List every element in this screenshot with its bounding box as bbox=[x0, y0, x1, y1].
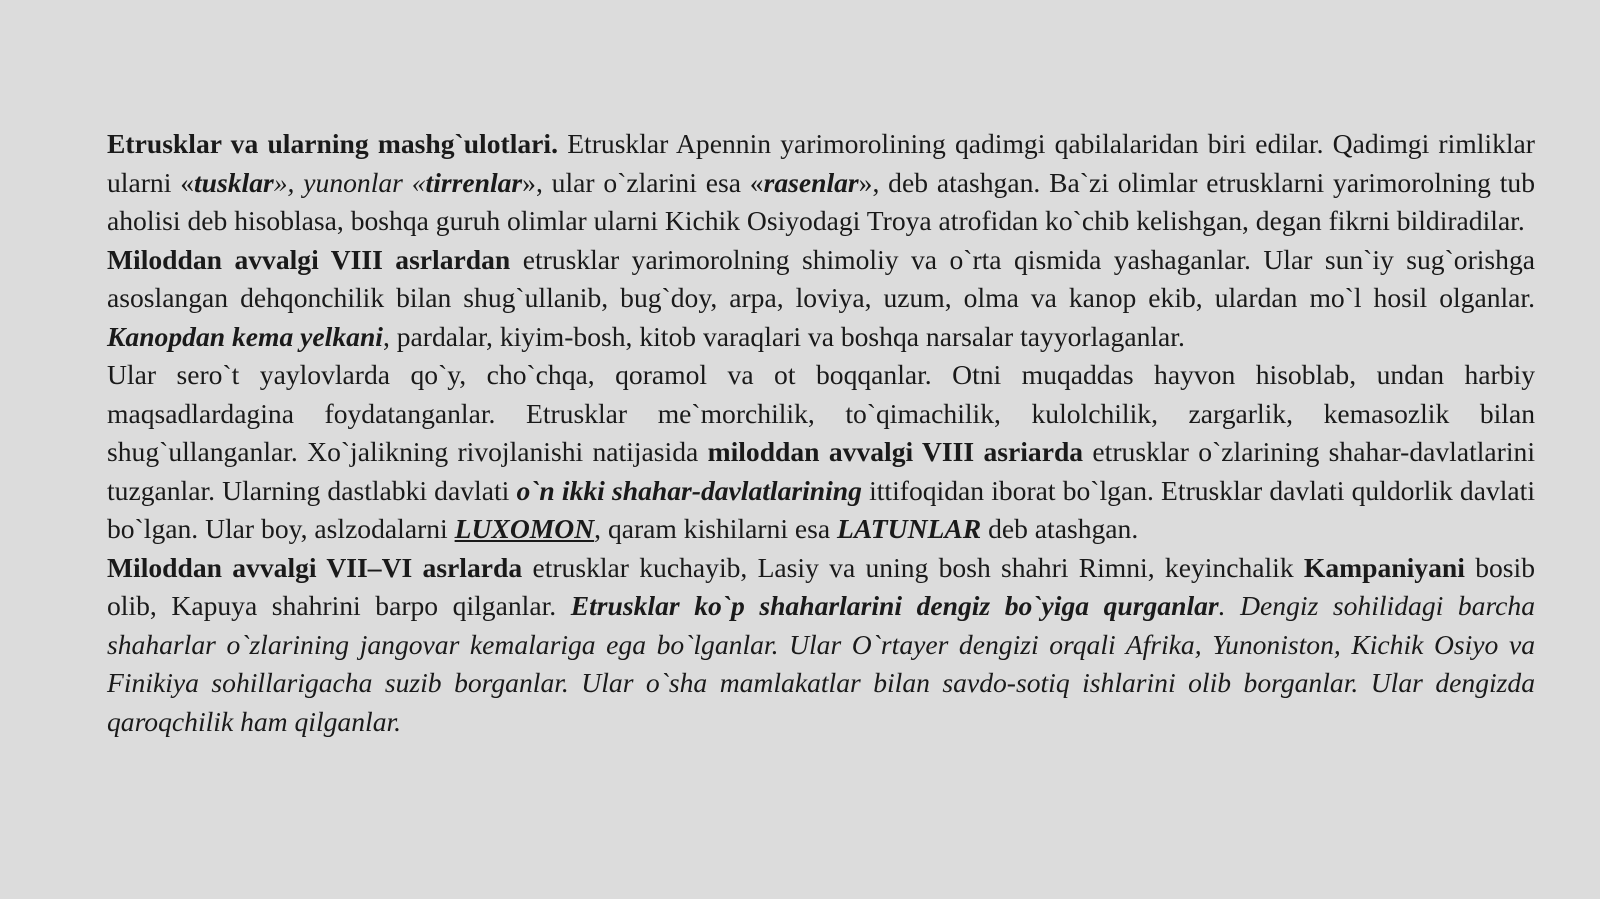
text-run: . Dengiz sohilidagi barcha shaharlar o`zlarining jangovar kemalariga ega bo`lganlar. Ular O`rtayer dengizi orqali Afrika, Yunoniston, Kichik Osiyo va Finikiya sohillarigacha suzib borganlar. Ular o`sha mamlakatlar bilan savdo-sotiq ishlarini olib borganlar. Ular dengizda qaroqchilik ham qilganlar. bbox=[107, 590, 1536, 737]
text-run: rasenlar bbox=[763, 166, 859, 198]
text-run: tirrenlar bbox=[425, 166, 523, 198]
text-run: Miloddan avvalgi VII–VI asrlarda bbox=[107, 551, 523, 583]
text-run: », ular o`zlarini esa « bbox=[522, 166, 764, 198]
paragraph-vii-vi-century bbox=[107, 549, 1535, 742]
text-run: tusklar bbox=[194, 166, 274, 198]
paragraph-livestock-state bbox=[107, 356, 1535, 549]
text-run: o`n ikki shahar-davlatlarining bbox=[516, 474, 862, 506]
text-run: etrusklar o`zlarining shahar-davlatlarini tuzganlar. Ularning dastlabki davlati bbox=[107, 436, 1535, 506]
text-run: , qaram kishilarni esa bbox=[594, 513, 838, 544]
text-run: Etrusklar Apennin yarimorolining qadimgi qabilalaridan biri edilar. Qadimgi rimliklar ularni « bbox=[107, 128, 1535, 198]
text-run: Etrusklar ko`p shaharlarini dengiz bo`yiga qurganlar bbox=[570, 590, 1219, 621]
text-run: deb atashgan. bbox=[981, 513, 1139, 544]
text-run: », yunonlar « bbox=[273, 166, 426, 198]
text-run: miloddan avvalgi VIII asriarda bbox=[707, 436, 1084, 467]
paragraph-etrusklar-intro bbox=[107, 125, 1535, 241]
text-run: Ular sero`t yaylovlarda qo`y, cho`chqa, qoramol va ot boqqanlar. Otni muqaddas hayvon hisoblab, undan harbiy maqsadlardagina foydatanganlar. Etrusklar me`morchilik, to`qimachilik, kulolchilik, zargarlik, kemasozlik bilan shug`ullanganlar. Xo`jalikning rivojlanishi natijasida bbox=[107, 359, 1535, 467]
text-run: Etrusklar va ularning mashg`ulotlari. bbox=[107, 128, 558, 159]
text-run: Kanopdan kema yelkani bbox=[107, 320, 383, 352]
text-run: Kampaniyani bbox=[1303, 551, 1465, 583]
paragraph-viii-century bbox=[107, 241, 1535, 357]
body-text bbox=[107, 125, 1535, 741]
text-run: LATUNLAR bbox=[837, 513, 982, 544]
text-run: bosib olib, Kapuya shahrini barpo qilganlar. bbox=[107, 551, 1535, 621]
text-run: etrusklar kuchayib, Lasiy va uning bosh shahri Rimni, keyinchalik bbox=[522, 551, 1304, 583]
text-run: », deb atashgan. Ba`zi olimlar etrusklarni yarimorolning tub aholisi deb hisoblasa, boshqa guruh olimlar ularni Kichik Osiyodagi Troya atrofidan ko`chib kelishgan, degan fikrni bildiradilar. bbox=[107, 166, 1536, 236]
text-run: ittifoqidan iborat bo`lgan. Etrusklar davlati quldorlik davlati bo`lgan. Ular boy, aslzodalarni bbox=[107, 474, 1535, 544]
text-run: , pardalar, kiyim-bosh, kitob varaqlari va boshqa narsalar tayyorlaganlar. bbox=[382, 320, 1185, 352]
text-run: Miloddan avvalgi VIII asrlardan bbox=[107, 243, 511, 275]
text-run: etrusklar yarimorolning shimoliy va o`rta qismida yashaganlar. Ular sun`iy sug`orishga asoslangan dehqonchilik bilan shug`ullanib, bug`doy, arpa, loviya, uzum, olma va kanop ekib, ulardan mo`l hosil olganlar. bbox=[107, 243, 1536, 313]
text-run: LUXOMON bbox=[454, 513, 595, 544]
